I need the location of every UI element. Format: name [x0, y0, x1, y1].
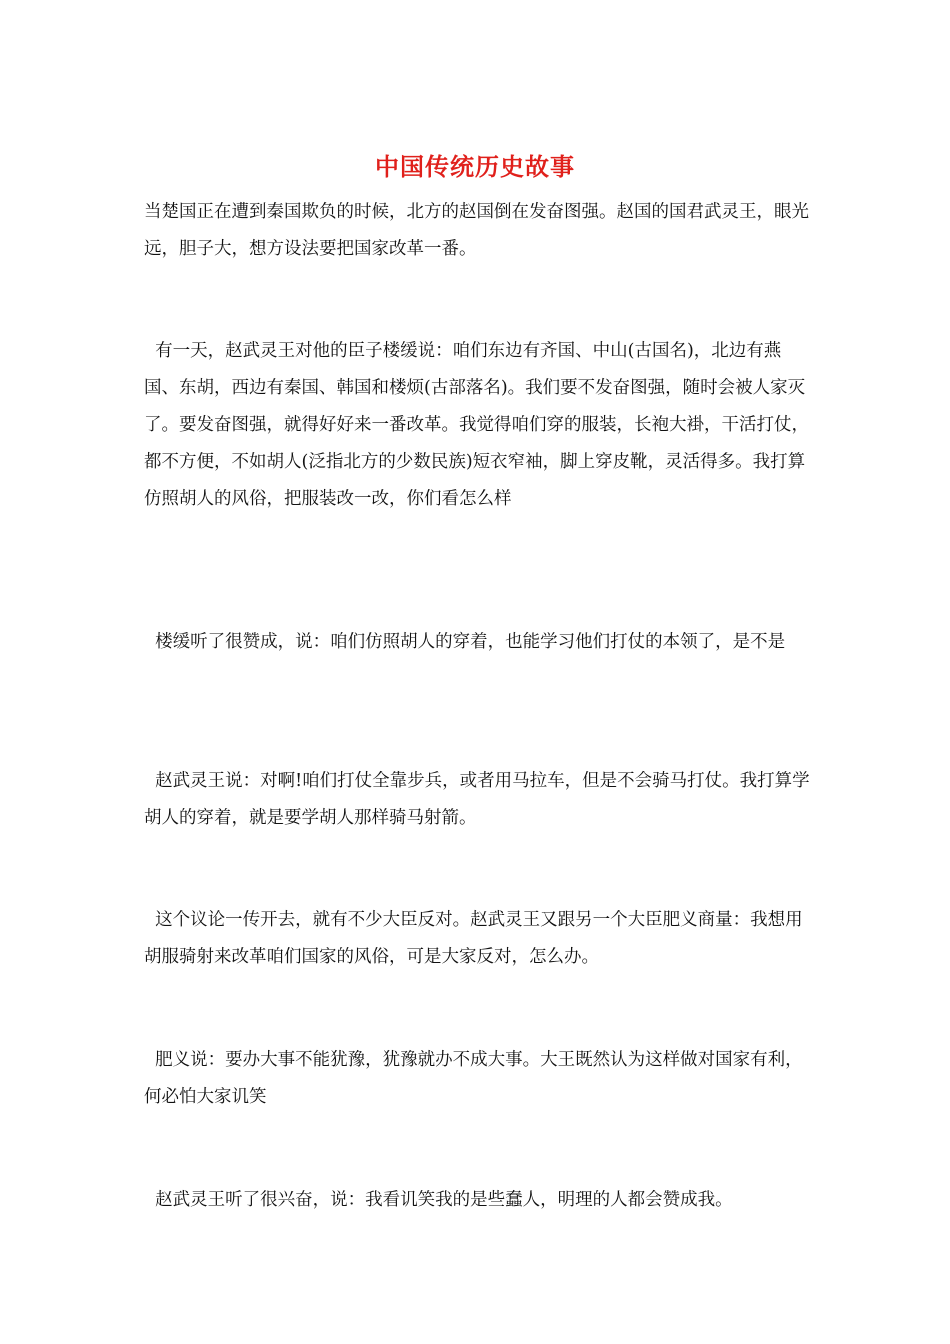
paragraph-1: 当楚国正在遭到秦国欺负的时候，北方的赵国倒在发奋图强。赵国的国君武灵王，眼光远，胆子大，想方设法要把国家改革一番。: [144, 202, 809, 259]
paragraph-4: 赵武灵王说：对啊!咱们打仗全靠步兵，或者用马拉车，但是不会骑马打仗。我打算学胡人的穿着，就是要学胡人那样骑马射箭。: [144, 771, 810, 828]
paragraph-5: 这个议论一传开去，就有不少大臣反对。赵武灵王又跟另一个大臣肥义商量：我想用胡服骑射来改革咱们国家的风俗，可是大家反对，怎么办。: [144, 910, 803, 967]
paragraph-3: 楼缓听了很赞成，说：咱们仿照胡人的穿着，也能学习他们打仗的本领了，是不是: [144, 632, 786, 652]
paragraph-6: 肥义说：要办大事不能犹豫，犹豫就办不成大事。大王既然认为这样做对国家有利，何必怕大家讥笑: [144, 1050, 803, 1107]
paragraph-7: 赵武灵王听了很兴奋，说：我看讥笑我的是些蠢人，明理的人都会赞成我。: [144, 1190, 733, 1210]
paragraph-2: 有一天，赵武灵王对他的臣子楼缓说：咱们东边有齐国、中山(古国名)，北边有燕国、东胡，西边有秦国、韩国和楼烦(古部落名)。我们要不发奋图强，随时会被人家灭了。要发奋图强，就得好好来一番改革。我觉得咱们穿的服装，长袍大褂，干活打仗，都不方便，不如胡人(泛指北方的少数民族)短衣窄袖，脚上穿皮靴，灵活得多。我打算仿照胡人的风俗，把服装改一改，你们看怎么样: [144, 341, 809, 509]
document-title: 中国传统历史故事: [375, 152, 575, 181]
